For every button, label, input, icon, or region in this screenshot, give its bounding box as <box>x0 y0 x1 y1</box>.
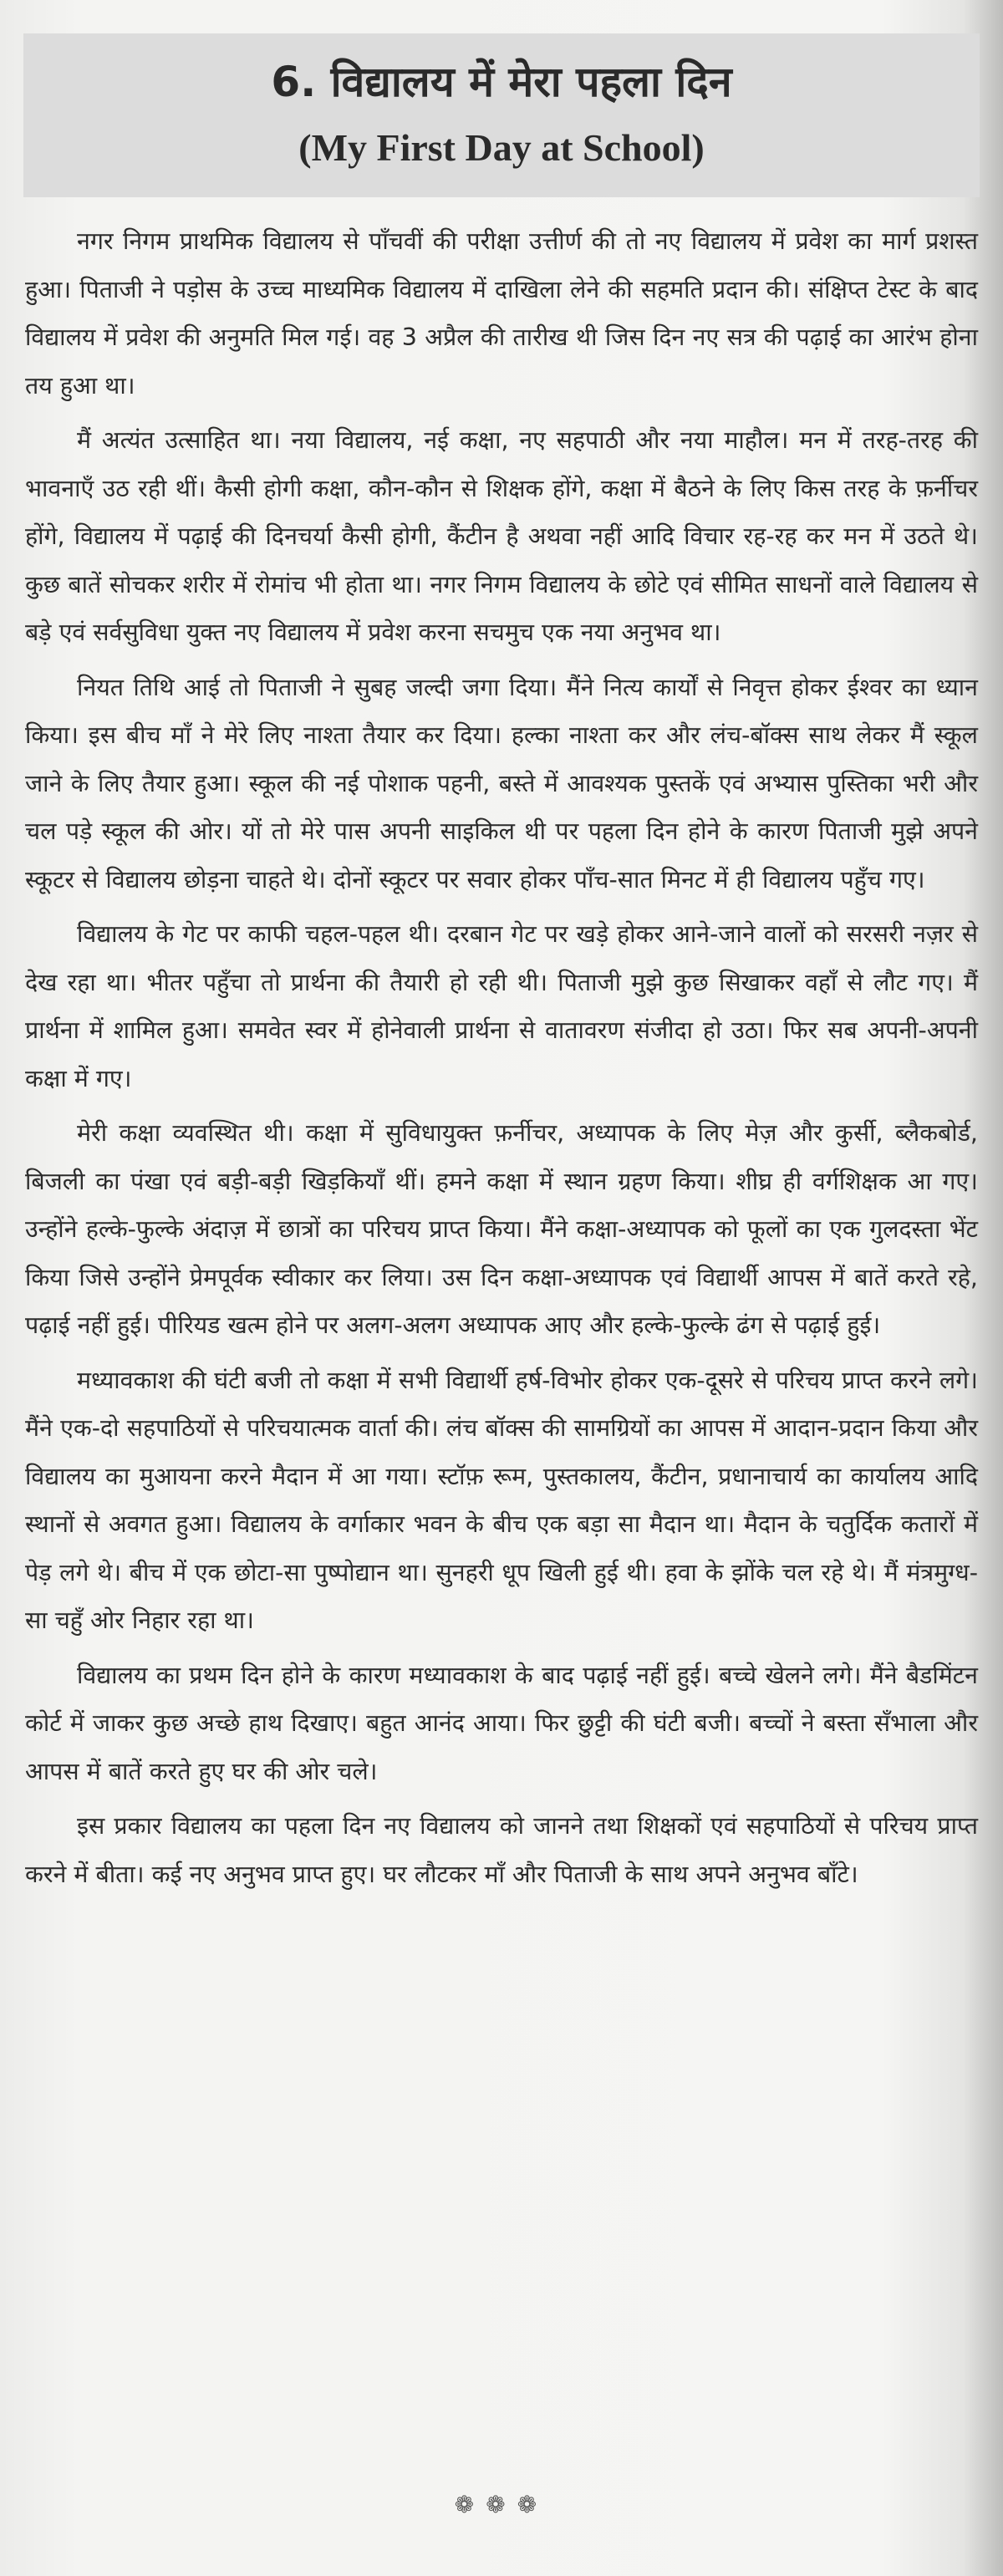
end-ornament-flower-icon: ❁❁❁ <box>454 2491 549 2518</box>
essay-body <box>25 217 978 1905</box>
essay-paragraph-4: विद्यालय के गेट पर काफी चहल-पहल थी। दरबान गेट पर खड़े होकर आने-जाने वालों को सरसरी नज़र से देख रहा था। भीतर पहुँचा तो प्रार्थना की तैयारी हो रही थी। पिताजी मुझे कुछ सिखाकर वहाँ से लौट गए। मैं प्रार्थना में शामिल हुआ। समवेत स्वर में होनेवाली प्रार्थना से वातावरण संजीदा हो उठा। फिर सब अपनी-अपनी कक्षा में गए। <box>25 920 978 1092</box>
essay-paragraph-6: मध्यावकाश की घंटी बजी तो कक्षा में सभी विद्यार्थी हर्ष-विभोर होकर एक-दूसरे से परिचय प्राप्त करने लगे। मैंने एक-दो सहपाठियों से परिचयात्मक वार्ता की। लंच बॉक्स की सामग्रियों का आपस में आदान-प्रदान किया और विद्यालय का मुआयना करने मैदान में आ गया। स्टॉफ़ रूम, पुस्तकालय, कैंटीन, प्रधानाचार्य का कार्यालय आदि स्थानों से अवगत हुआ। विद्यालय के वर्गाकार भवन के बीच एक बड़ा सा मैदान था। मैदान के चतुर्दिक कतारों में पेड़ लगे थे। बीच में एक छोटा-सा पुष्पोद्यान था। सुनहरी धूप खिली हुई थी। हवा के झोंके चल रहे थे। मैं मंत्रमुग्ध-सा चहुँ ओर निहार रहा था। <box>25 1366 978 1634</box>
essay-paragraph-2: मैं अत्यंत उत्साहित था। नया विद्यालय, नई कक्षा, नए सहपाठी और नया माहौल। मन में तरह-तरह की भावनाएँ उठ रही थीं। कैसी होगी कक्षा, कौन-कौन से शिक्षक होंगे, कक्षा में बैठने के लिए किस तरह के फ़र्नीचर होंगे, विद्यालय में पढ़ाई की दिनचर्या कैसी होगी, कैंटीन है अथवा नहीं आदि विचार रह-रह कर मन में उठते थे। कुछ बातें सोचकर शरीर में रोमांच भी होता था। नगर निगम विद्यालय के छोटे एवं सीमित साधनों वाले विद्यालय से बड़े एवं सर्वसुविधा युक्त नए विद्यालय में प्रवेश करना सचमुच एक नया अनुभव था। <box>25 426 978 646</box>
chapter-title: 6. विद्यालय में मेरा पहला दिन <box>271 58 732 106</box>
essay-paragraph-8: इस प्रकार विद्यालय का पहला दिन नए विद्यालय को जानने तथा शिक्षकों एवं सहपाठियों से परिचय प्राप्त करने में बीता। कई नए अनुभव प्राप्त हुए। घर लौटकर माँ और पिताजी के साथ अपने अनुभव बाँटे। <box>25 1812 978 1888</box>
chapter-subtitle: (My First Day at School) <box>298 126 705 169</box>
essay-paragraph-5: मेरी कक्षा व्यवस्थित थी। कक्षा में सुविधायुक्त फ़र्नीचर, अध्यापक के लिए मेज़ और कुर्सी, ब्लैकबोर्ड, बिजली का पंखा एवं बड़ी-बड़ी खिड़कियाँ थीं। हमने कक्षा में स्थान ग्रहण किया। शीघ्र ही वर्गशिक्षक आ गए। उन्होंने हल्के-फुल्के अंदाज़ में छात्रों का परिचय प्राप्त किया। मैंने कक्षा-अध्यापक को फूलों का एक गुलदस्ता भेंट किया जिसे उन्होंने प्रेमपूर्वक स्वीकार कर लिया। उस दिन कक्षा-अध्यापक एवं विद्यार्थी आपस में बातें करते रहे, पढ़ाई नहीं हुई। पीरियड खत्म होने पर अलग-अलग अध्यापक आए और हल्के-फुल्के ढंग से पढ़ाई हुई। <box>25 1119 978 1339</box>
essay-paragraph-7: विद्यालय का प्रथम दिन होने के कारण मध्यावकाश के बाद पढ़ाई नहीं हुई। बच्चे खेलने लगे। मैंने बैडमिंटन कोर्ट में जाकर कुछ अच्छे हाथ दिखाए। बहुत आनंद आया। फिर छुट्टी की घंटी बजी। बच्चों ने बस्ता सँभाला और आपस में बातें करते हुए घर की ओर चले। <box>25 1661 978 1785</box>
essay-paragraph-3: नियत तिथि आई तो पिताजी ने सुबह जल्दी जगा दिया। मैंने नित्य कार्यों से निवृत्त होकर ईश्वर का ध्यान किया। इस बीच माँ ने मेरे लिए नाश्ता तैयार कर दिया। हल्का नाश्ता कर और लंच-बॉक्स साथ लेकर मैं स्कूल जाने के लिए तैयार हुआ। स्कूल की नई पोशाक पहनी, बस्ते में आवश्यक पुस्तकें एवं अभ्यास पुस्तिका भरी और चल पड़े स्कूल की ओर। यों तो मेरे पास अपनी साइकिल थी पर पहला दिन होने के कारण पिताजी मुझे अपने स्कूटर से विद्यालय छोड़ना चाहते थे। दोनों स्कूटर पर सवार होकर पाँच-सात मिनट में ही विद्यालय पहुँच गए। <box>25 673 978 893</box>
essay-paragraph-1: नगर निगम प्राथमिक विद्यालय से पाँचवीं की परीक्षा उत्तीर्ण की तो नए विद्यालय में प्रवेश का मार्ग प्रशस्त हुआ। पिताजी ने पड़ोस के उच्च माध्यमिक विद्यालय में दाखिला लेने की सहमति प्रदान की। संक्षिप्त टेस्ट के बाद विद्यालय में प्रवेश की अनुमति मिल गई। वह 3 अप्रैल की तारीख थी जिस दिन नए सत्र की पढ़ाई का आरंभ होना तय हुआ था। <box>25 227 978 400</box>
